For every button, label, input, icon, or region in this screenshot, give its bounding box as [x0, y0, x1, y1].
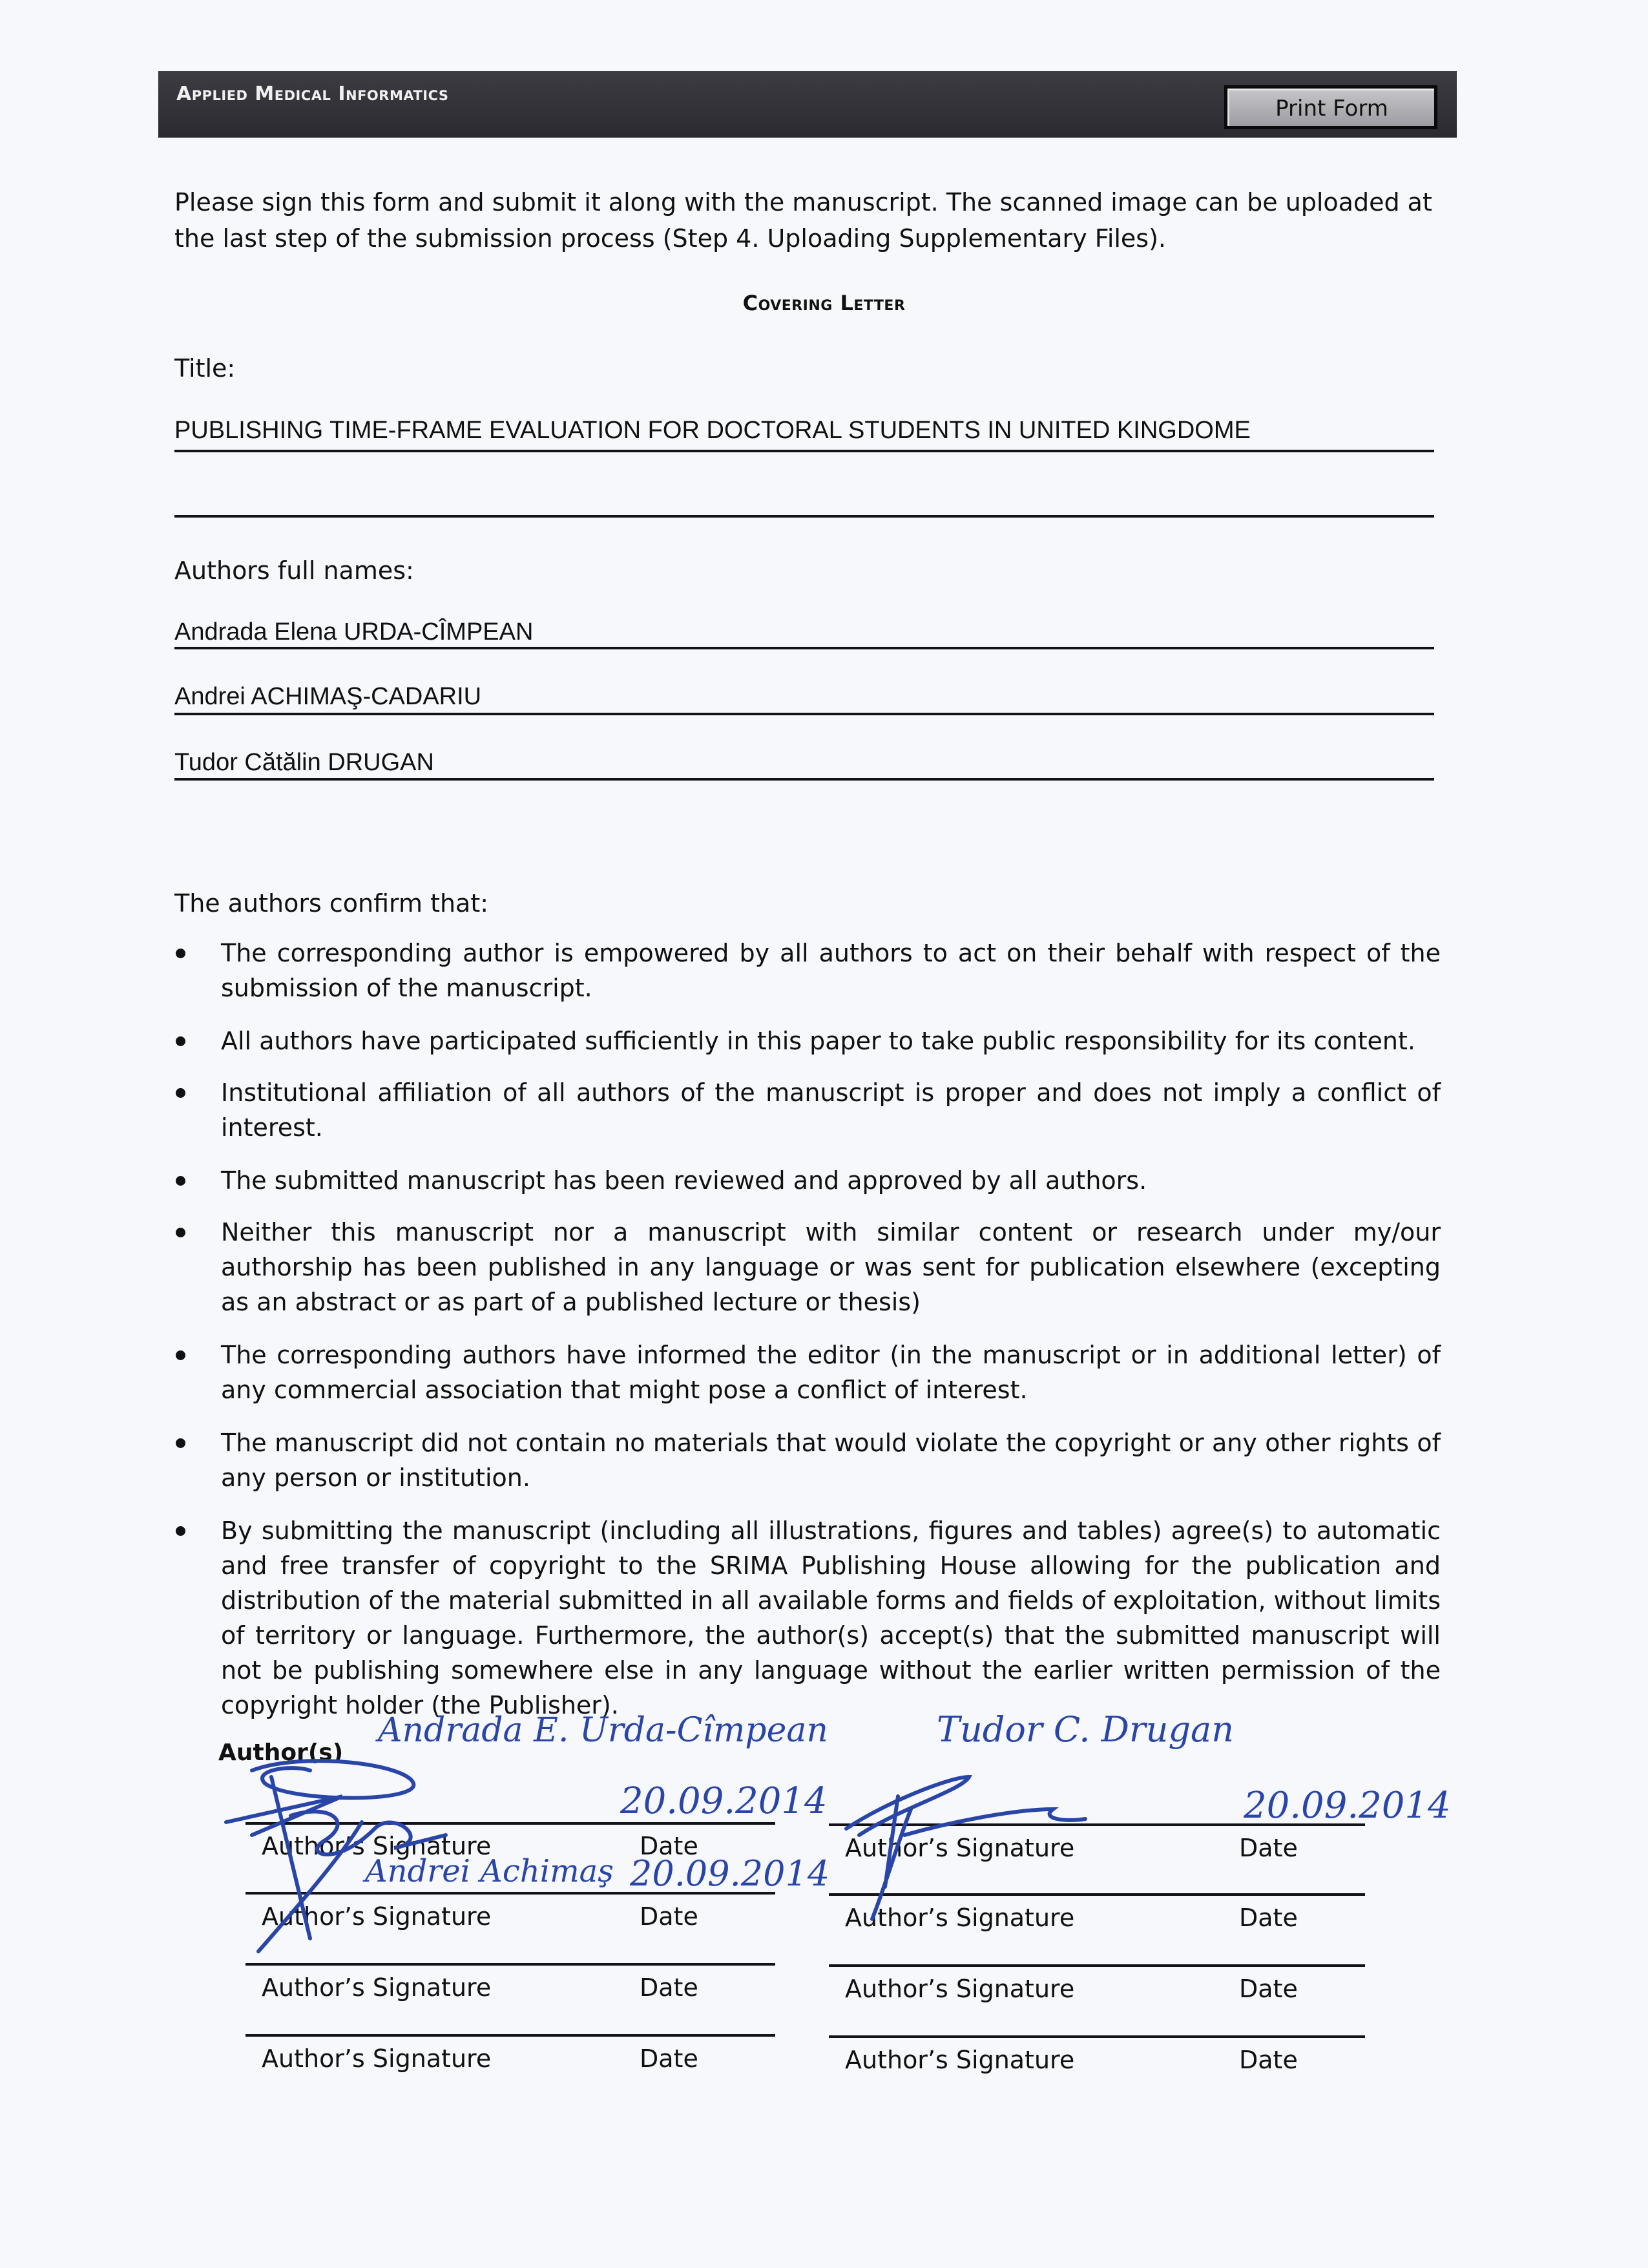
confirmation-item	[174, 1425, 1441, 1495]
confirmation-text: The corresponding authors have informed the editor (in the manuscript or in additional letter) of any commercial association that might pose a conflict of interest.	[221, 1341, 1441, 1404]
title-label: Title:	[174, 354, 236, 383]
signature-label: Author’s Signature	[845, 1904, 1075, 1932]
signatures-heading: Author(s)	[218, 1739, 344, 1766]
bullet-icon	[176, 1176, 185, 1186]
title-value-line1[interactable]: PUBLISHING TIME-FRAME EVALUATION FOR DOCTORAL STUDENTS IN UNITED KINGDOME	[174, 417, 1251, 444]
signature-label: Author’s Signature	[262, 1902, 492, 1931]
print-form-button[interactable]	[1224, 85, 1437, 129]
journal-name: Applied Medical Informatics	[176, 83, 449, 105]
signature-scribble-left-icon	[213, 1745, 575, 1964]
confirmation-text: The manuscript did not contain no materials that would violate the copyright or any other rights of any person or institution.	[221, 1429, 1441, 1492]
date-label: Date	[640, 1973, 698, 2002]
confirm-intro: The authors confirm that:	[174, 889, 489, 918]
confirmation-text: Neither this manuscript nor a manuscript with similar content or research under my/our authorship has been published in any language or was sent for publication elsewhere (excepting as an abstract or as part of a published lecture or thesis)	[221, 1218, 1441, 1316]
handwritten-name-achimas: Andrei Achimaş	[365, 1853, 614, 1889]
date-label: Date	[1239, 2046, 1298, 2074]
date-label: Date	[1239, 1975, 1298, 2003]
author-name-3[interactable]: Tudor Cătălin DRUGAN	[174, 749, 434, 776]
confirmation-item	[174, 1215, 1441, 1319]
confirmation-item	[174, 1513, 1441, 1723]
signature-label: Author’s Signature	[845, 1834, 1075, 1862]
confirmation-item	[174, 1338, 1441, 1407]
confirmation-text: The submitted manuscript has been reviewed and approved by all authors.	[221, 1166, 1147, 1195]
confirmation-list	[174, 936, 1441, 1723]
handwritten-name-drugan: Tudor C. Drugan	[937, 1709, 1235, 1750]
date-label: Date	[1239, 1834, 1298, 1862]
signature-scribble-right-icon	[820, 1758, 1182, 1926]
bullet-icon	[176, 1088, 185, 1098]
signature-line-right-4	[829, 2035, 1365, 2038]
confirmation-item	[174, 936, 1441, 1005]
section-title: Covering Letter	[742, 291, 906, 315]
bullet-icon	[176, 1036, 185, 1046]
bullet-icon	[176, 949, 185, 958]
signature-label: Author’s Signature	[845, 2046, 1075, 2074]
confirmation-text: The corresponding author is empowered by all authors to act on their behalf with respect of the submission of the manuscript.	[221, 939, 1441, 1002]
confirmation-item	[174, 1163, 1441, 1198]
signature-line-right-3	[829, 1964, 1365, 1967]
confirmation-text: All authors have participated sufficiently in this paper to take public responsibility for its content.	[221, 1027, 1415, 1055]
signature-label: Author’s Signature	[262, 1973, 492, 2002]
signature-line-left-4	[245, 2034, 775, 2037]
confirmation-item	[174, 1024, 1441, 1058]
confirmation-text: Institutional affiliation of all authors of the manuscript is proper and does not imply a conflict of interest.	[221, 1078, 1441, 1142]
bullet-icon	[176, 1228, 185, 1237]
title-line-1	[174, 450, 1434, 452]
signature-label: Author’s Signature	[845, 1975, 1075, 2003]
author-line-1	[174, 647, 1434, 649]
author-line-3	[174, 778, 1434, 781]
title-line-2	[174, 515, 1434, 518]
print-form-label: Print Form	[1227, 89, 1434, 126]
instructions-text: Please sign this form and submit it along with the manuscript. The scanned image can be uploaded at the last step of the submission process (Step 4. Uploading Supplementary Files).	[174, 188, 1432, 253]
date-label: Date	[640, 2044, 698, 2073]
signature-label: Author’s Signature	[262, 2044, 492, 2073]
date-label: Date	[640, 1832, 698, 1860]
handwritten-name-urda: Andrada E. Urda-Cîmpean	[378, 1711, 828, 1750]
author-name-1[interactable]: Andrada Elena URDA-CÎMPEAN	[174, 618, 534, 646]
authors-label: Authors full names:	[174, 556, 414, 585]
bullet-icon	[176, 1526, 185, 1536]
bullet-icon	[176, 1438, 185, 1448]
author-name-2[interactable]: Andrei ACHIMAŞ-CADARIU	[174, 683, 482, 710]
bullet-icon	[176, 1350, 185, 1360]
handwritten-date-1: 20.09.2014	[620, 1780, 828, 1822]
author-line-2	[174, 713, 1434, 715]
confirmation-text: By submitting the manuscript (including all illustrations, figures and tables) agree(s) to automatic and free transfer of copyright to the SRIMA Publishing House allowing for the publication and distribution of the material submitted in all available forms and fields of exploitation, without limits of territory or language. Furthermore, the author(s) accept(s) that the submitted manuscript will not be publishing somewhere else in any language without the earlier written permission of the copyright holder (the Publisher).	[221, 1517, 1441, 1719]
date-label: Date	[1239, 1904, 1298, 1932]
handwritten-date-3: 20.09.2014	[630, 1853, 830, 1894]
signature-label: Author’s Signature	[262, 1832, 492, 1860]
handwritten-date-2: 20.09.2014	[1244, 1785, 1451, 1827]
confirmation-item	[174, 1075, 1441, 1145]
date-label: Date	[640, 1902, 698, 1931]
